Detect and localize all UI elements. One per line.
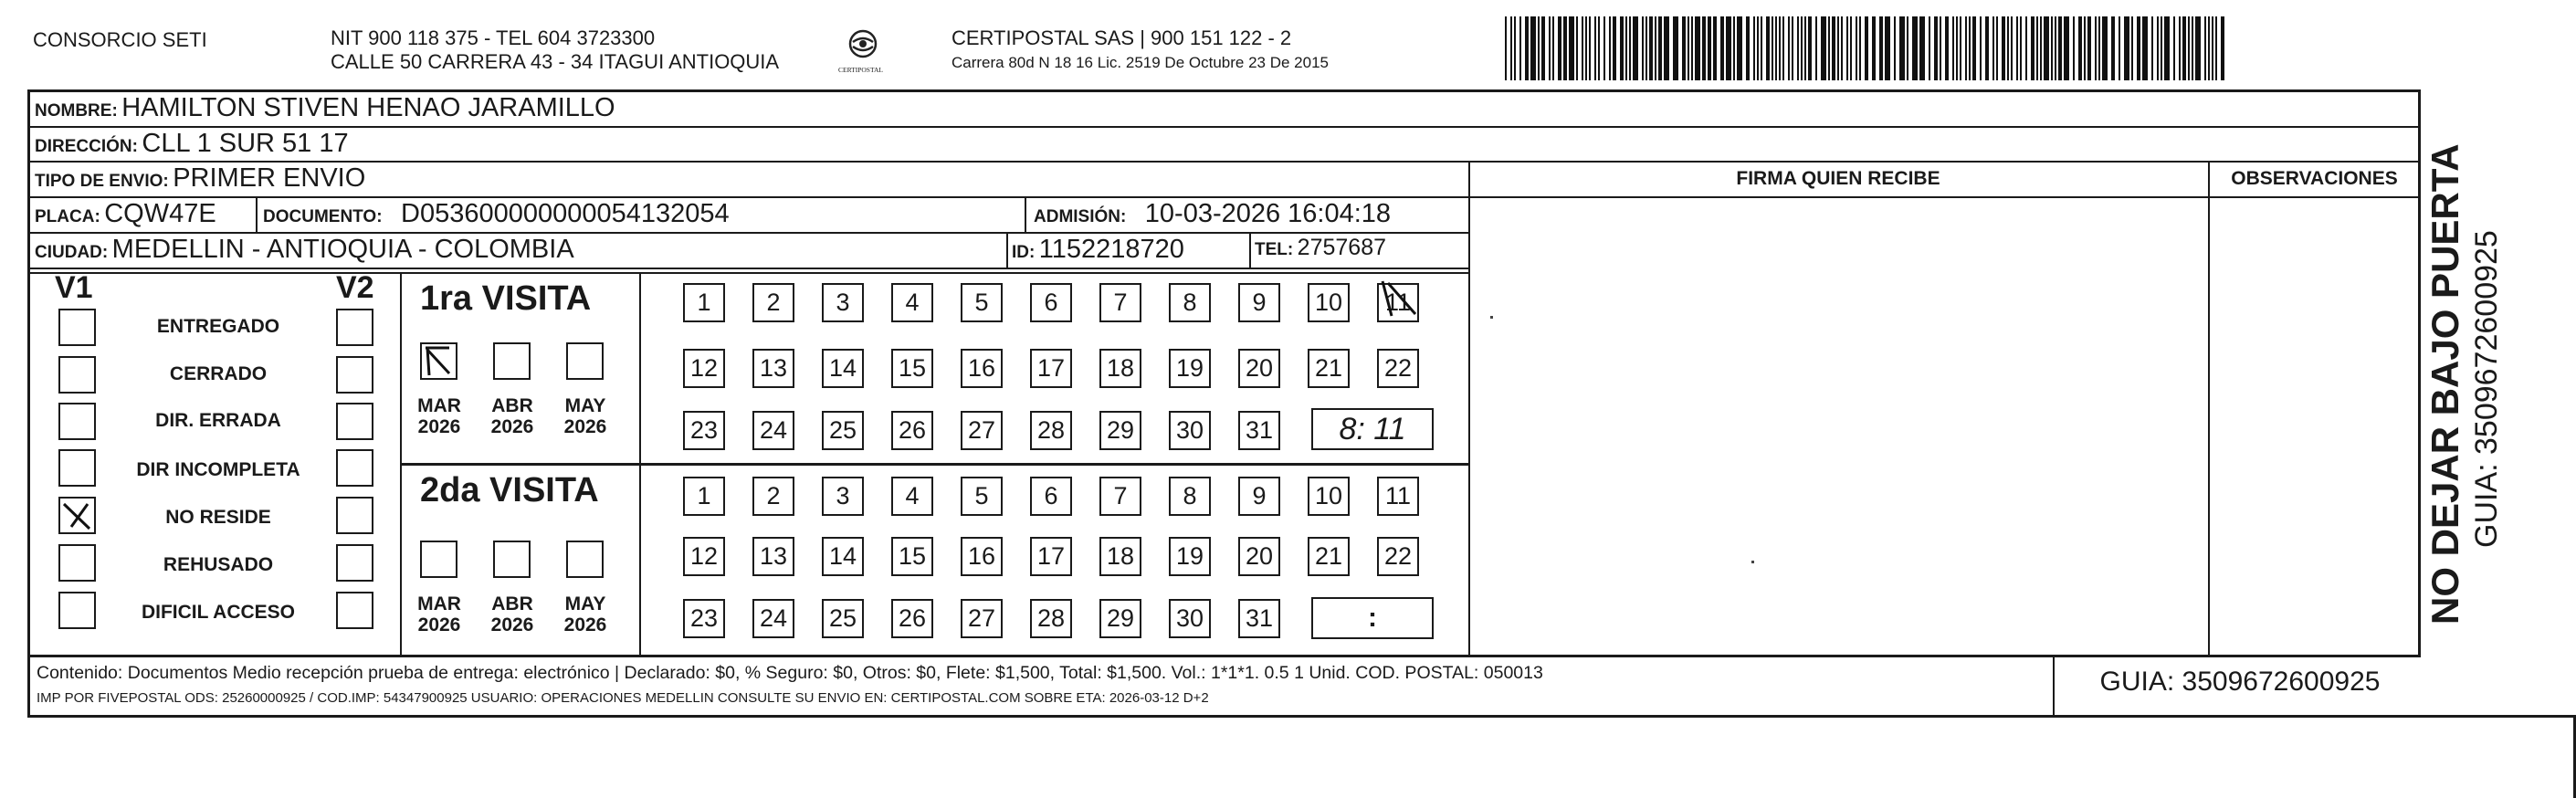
first-day-22[interactable]: 22 <box>1377 349 1419 388</box>
v2-checkbox-rehusado[interactable] <box>336 544 373 582</box>
second-day-11[interactable]: 11 <box>1377 477 1419 516</box>
second-day-6[interactable]: 6 <box>1030 477 1072 516</box>
admision-value: 10-03-2026 16:04:18 <box>1144 199 1392 228</box>
v1-checkbox-rehusado[interactable] <box>58 544 96 582</box>
scan-speck <box>1490 316 1493 319</box>
ciudad-value: MEDELLIN - ANTIOQUIA - COLOMBIA <box>111 235 574 264</box>
no-dejar-bajo-puerta: NO DEJAR BAJO PUERTA <box>2424 143 2466 625</box>
v2-header: V2 <box>336 270 374 305</box>
direccion-value: CLL 1 SUR 51 17 <box>142 129 349 158</box>
certipostal-logo <box>840 26 886 80</box>
first-day-13[interactable]: 13 <box>752 349 794 388</box>
scan-speck <box>1751 561 1754 563</box>
first-day-2[interactable]: 2 <box>752 283 794 322</box>
second-day-26[interactable]: 26 <box>891 599 933 638</box>
status-dificil-acceso: DIFICIL ACCESO <box>141 602 295 623</box>
second-day-16[interactable]: 16 <box>961 537 1003 576</box>
barcode <box>1505 16 2226 80</box>
second-day-15[interactable]: 15 <box>891 537 933 576</box>
second-visit-time[interactable]: : <box>1311 597 1434 639</box>
status-entregado: ENTREGADO <box>156 316 280 337</box>
imp-line: IMP POR FIVEPOSTAL ODS: 25260000925 / COD.IMP: 54347900925 USUARIO: OPERACIONES MEDELLIN CONSULTE SU ENVIO EN: CERTIPOSTAL.COM SOBRE ETA: 2026-03-12 D+2 <box>37 690 1209 706</box>
nombre-label: NOMBRE: <box>35 101 118 121</box>
v2-checkbox-dir-errada[interactable] <box>336 403 373 440</box>
second-month-mar-label: MAR <box>417 593 461 614</box>
v2-checkbox-cerrado[interactable] <box>336 356 373 394</box>
first-day-19[interactable]: 19 <box>1169 349 1211 388</box>
second-day-31[interactable]: 31 <box>1238 599 1280 638</box>
documento-label: DOCUMENTO: <box>263 207 383 226</box>
first-day-5[interactable]: 5 <box>961 283 1003 322</box>
guia-box: GUIA: 3509672600925 <box>2099 667 2381 697</box>
v1-header: V1 <box>55 270 93 305</box>
second-day-9[interactable]: 9 <box>1238 477 1280 516</box>
first-day-7[interactable]: 7 <box>1099 283 1141 322</box>
second-day-22[interactable]: 22 <box>1377 537 1419 576</box>
second-day-12[interactable]: 12 <box>683 537 725 576</box>
first-day-27[interactable]: 27 <box>961 411 1003 450</box>
side-guia: GUIA: 3509672600925 <box>2469 230 2504 548</box>
tel-label: TEL: <box>1255 240 1294 259</box>
first-month-may-year: 2026 <box>563 416 607 437</box>
first-day-4[interactable]: 4 <box>891 283 933 322</box>
certipostal-line: CERTIPOSTAL SAS | 900 151 122 - 2 <box>952 26 1292 49</box>
second-visit-month-abr[interactable] <box>493 541 531 578</box>
v2-checkbox-no-reside[interactable] <box>336 497 373 534</box>
ciudad-label: CIUDAD: <box>35 243 109 262</box>
first-day-31[interactable]: 31 <box>1238 411 1280 450</box>
second-day-8[interactable]: 8 <box>1169 477 1211 516</box>
second-day-5[interactable]: 5 <box>961 477 1003 516</box>
placa-value: CQW47E <box>104 199 216 228</box>
check-mark-icon <box>60 499 94 532</box>
first-day-18[interactable]: 18 <box>1099 349 1141 388</box>
v2-checkbox-entregado[interactable] <box>336 309 373 346</box>
first-day-28[interactable]: 28 <box>1030 411 1072 450</box>
second-day-18[interactable]: 18 <box>1099 537 1141 576</box>
second-day-30[interactable]: 30 <box>1169 599 1211 638</box>
second-day-29[interactable]: 29 <box>1099 599 1141 638</box>
first-day-3[interactable]: 3 <box>822 283 864 322</box>
second-day-10[interactable]: 10 <box>1308 477 1350 516</box>
id-value: 1152218720 <box>1038 235 1184 264</box>
second-month-may-label: MAY <box>564 593 606 614</box>
second-month-may-year: 2026 <box>563 614 607 635</box>
first-day-20[interactable]: 20 <box>1238 349 1280 388</box>
v1-checkbox-dir-errada[interactable] <box>58 403 96 440</box>
first-day-15[interactable]: 15 <box>891 349 933 388</box>
second-day-20[interactable]: 20 <box>1238 537 1280 576</box>
second-day-19[interactable]: 19 <box>1169 537 1211 576</box>
direccion-label: DIRECCIÓN: <box>35 137 138 156</box>
first-day-24[interactable]: 24 <box>752 411 794 450</box>
admision-label: ADMISIÓN: <box>1034 207 1127 226</box>
first-month-mar-year: 2026 <box>417 416 461 437</box>
documento-value: D053600000000054132054 <box>401 199 730 228</box>
first-month-abr-label: ABR <box>491 395 533 416</box>
status-no-reside: NO RESIDE <box>165 507 271 528</box>
second-day-4[interactable]: 4 <box>891 477 933 516</box>
v1-checkbox-dificil-acceso[interactable] <box>58 592 96 629</box>
first-month-abr-year: 2026 <box>490 416 534 437</box>
firma-label: FIRMA QUIEN RECIBE <box>1736 168 1940 189</box>
second-day-17[interactable]: 17 <box>1030 537 1072 576</box>
second-month-abr-year: 2026 <box>490 614 534 635</box>
second-day-13[interactable]: 13 <box>752 537 794 576</box>
day-check-mark-icon <box>1379 279 1421 326</box>
second-day-1[interactable]: 1 <box>683 477 725 516</box>
first-visit-month-abr[interactable] <box>493 342 531 380</box>
first-visit-month-may[interactable] <box>566 342 604 380</box>
status-dir-incompleta: DIR INCOMPLETA <box>136 459 300 480</box>
second-day-7[interactable]: 7 <box>1099 477 1141 516</box>
first-day-12[interactable]: 12 <box>683 349 725 388</box>
first-day-6[interactable]: 6 <box>1030 283 1072 322</box>
v1-checkbox-cerrado[interactable] <box>58 356 96 394</box>
v1-checkbox-entregado[interactable] <box>58 309 96 346</box>
second-day-25[interactable]: 25 <box>822 599 864 638</box>
v1-checkbox-dir-incompleta[interactable] <box>58 449 96 487</box>
first-day-8[interactable]: 8 <box>1169 283 1211 322</box>
second-month-abr-label: ABR <box>491 593 533 614</box>
id-label: ID: <box>1012 243 1036 262</box>
first-day-16[interactable]: 16 <box>961 349 1003 388</box>
nombre-value: HAMILTON STIVEN HENAO JARAMILLO <box>121 93 615 122</box>
company-address: CALLE 50 CARRERA 43 - 34 ITAGUI ANTIOQUIA <box>331 50 780 73</box>
first-day-30[interactable]: 30 <box>1169 411 1211 450</box>
second-day-14[interactable]: 14 <box>822 537 864 576</box>
observaciones-label: OBSERVACIONES <box>2231 168 2398 189</box>
tipo-envio-value: PRIMER ENVIO <box>173 163 366 193</box>
second-day-3[interactable]: 3 <box>822 477 864 516</box>
tel-value: 2757687 <box>1297 235 1386 260</box>
first-visit-month-mar[interactable] <box>420 342 457 380</box>
first-day-26[interactable]: 26 <box>891 411 933 450</box>
second-day-27[interactable]: 27 <box>961 599 1003 638</box>
second-day-2[interactable]: 2 <box>752 477 794 516</box>
first-day-21[interactable]: 21 <box>1308 349 1350 388</box>
second-visit-title: 2da VISITA <box>420 471 599 509</box>
second-day-21[interactable]: 21 <box>1308 537 1350 576</box>
second-visit-month-may[interactable] <box>566 541 604 578</box>
placa-label: PLACA: <box>35 207 100 226</box>
v2-checkbox-dir-incompleta[interactable] <box>336 449 373 487</box>
contenido-line: Contenido: Documentos Medio recepción prueba de entrega: electrónico | Declarado: $0, % Seguro: $0, Otros: $0, Flete: $1,500, Total: $1,500. Vol.: 1*1*1. 0.5 1 Unid. COD. POSTAL: 050013 <box>37 663 1543 683</box>
first-day-29[interactable]: 29 <box>1099 411 1141 450</box>
first-day-1[interactable]: 1 <box>683 283 725 322</box>
tipo-envio-label: TIPO DE ENVIO: <box>35 172 169 191</box>
first-day-9[interactable]: 9 <box>1238 283 1280 322</box>
first-day-23[interactable]: 23 <box>683 411 725 450</box>
first-day-11[interactable]: 11 <box>1377 283 1419 322</box>
v1-checkbox-no-reside[interactable] <box>58 497 96 534</box>
first-day-25[interactable]: 25 <box>822 411 864 450</box>
first-visit-title: 1ra VISITA <box>420 279 592 318</box>
certipostal-license: Carrera 80d N 18 16 Lic. 2519 De Octubre 23 De 2015 <box>952 54 1329 71</box>
nit-line: NIT 900 118 375 - TEL 604 3723300 <box>331 26 656 49</box>
logo-text: CERTIPOSTAL <box>838 66 883 74</box>
second-day-24[interactable]: 24 <box>752 599 794 638</box>
first-day-10[interactable]: 10 <box>1308 283 1350 322</box>
first-month-may-label: MAY <box>564 395 606 416</box>
status-cerrado: CERRADO <box>169 363 268 384</box>
second-visit-month-mar[interactable] <box>420 541 457 578</box>
first-month-mar-label: MAR <box>417 395 461 416</box>
v2-checkbox-dificil-acceso[interactable] <box>336 592 373 629</box>
company-name: CONSORCIO SETI <box>33 28 207 51</box>
second-month-mar-year: 2026 <box>417 614 461 635</box>
second-day-23[interactable]: 23 <box>683 599 725 638</box>
status-dir-errada: DIR. ERRADA <box>155 410 281 431</box>
first-day-14[interactable]: 14 <box>822 349 864 388</box>
status-rehusado: REHUSADO <box>163 554 274 575</box>
first-day-17[interactable]: 17 <box>1030 349 1072 388</box>
check-mark-icon <box>422 344 456 378</box>
first-visit-time[interactable]: 8: 11 <box>1311 408 1434 450</box>
second-day-28[interactable]: 28 <box>1030 599 1072 638</box>
